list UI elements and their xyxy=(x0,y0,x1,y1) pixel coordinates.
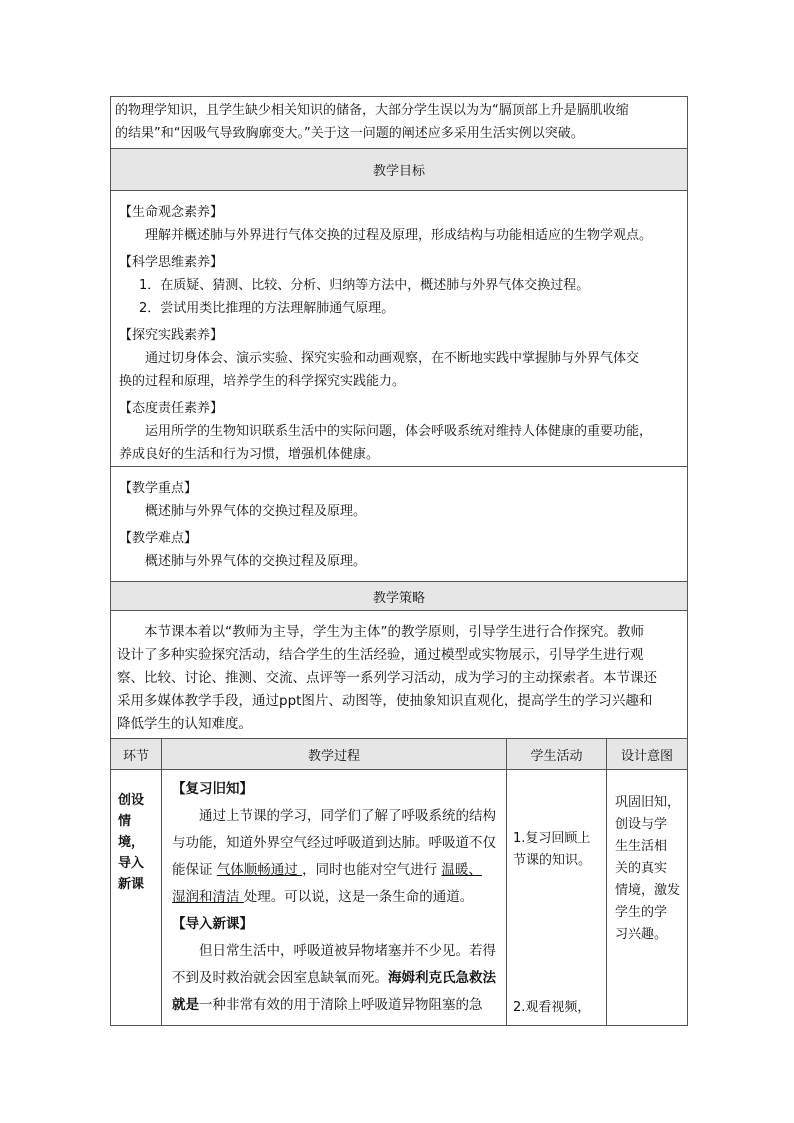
objectives-header: 教学目标 xyxy=(111,149,688,191)
process-cell xyxy=(162,770,507,1026)
keypoints-cell xyxy=(111,467,688,582)
process-line xyxy=(172,884,502,911)
activity-text: 节课的知识。 xyxy=(513,853,592,868)
intent-cell xyxy=(607,770,688,1026)
activity-text: 1.复习回顾上 xyxy=(513,831,591,846)
section-text: 通过切身体会、演示实验、探究实验和动画观察，在不断地实践中掌握肺与外界气体交 xyxy=(145,351,640,366)
process-line: 但日常生活中，呼吸道被异物堵塞并不少见。若得 xyxy=(199,943,496,959)
section-text: 概述肺与外界气体的交换过程及原理。 xyxy=(145,504,367,519)
intent-text: 巩固旧知， xyxy=(615,795,681,810)
column-header-process: 教学过程 xyxy=(162,739,507,770)
list-item: 2．尝试用类比推理的方法理解肺通气原理。 xyxy=(139,301,395,316)
section-text: 概述肺与外界气体的交换过程及原理。 xyxy=(145,554,367,569)
section-title: 【探究实践素养】 xyxy=(119,328,224,343)
process-text: 处理。可以说，这是一条生命的通道。 xyxy=(243,889,474,905)
activity-cell xyxy=(507,770,607,1026)
section-title: 【教学难点】 xyxy=(119,531,198,546)
process-text: 能保证 xyxy=(172,862,217,878)
blank-answer: 温暖、 xyxy=(441,862,482,878)
activity-text: 2.观看视频， xyxy=(513,1000,591,1015)
intro-line: 的结果”和“因吸气导致胸廓变大。”关于这一问题的阐述应多采用生活实例以突破。 xyxy=(115,126,584,141)
intent-text: 情境，激发 xyxy=(615,883,681,898)
intent-text: 学生的学 xyxy=(615,905,668,920)
section-text: 理解并概述肺与外界进行气体交换的过程及原理，形成结构与功能相适应的生物学观点。 xyxy=(145,228,653,243)
intent-text: 关的真实 xyxy=(615,861,668,876)
process-text: 一种非常有效的用于清除上呼吸道异物阻塞的急 xyxy=(199,997,483,1013)
section-title: 【态度责任素养】 xyxy=(119,401,224,416)
lesson-plan-page xyxy=(110,96,687,1026)
stage-text: 导入 xyxy=(118,856,145,871)
emphasis-text: 海姆利克氏急救法 xyxy=(388,970,496,986)
process-line: 与功能，知道外界空气经过呼吸道到达肺。呼吸道不仅 xyxy=(172,835,496,851)
column-header-activity: 学生活动 xyxy=(507,739,607,770)
section-text: 换的过程和原理，培养学生的科学探究实践能力。 xyxy=(119,374,406,389)
stage-text: 新课 xyxy=(118,877,145,892)
intro-line: 的物理学知识，且学生缺少相关知识的储备，大部分学生误以为为“膈顶部上升是膈肌收缩 xyxy=(115,103,629,118)
process-text: ，同时也能对空气进行 xyxy=(302,862,442,878)
stage-text: 境， xyxy=(118,835,145,850)
strategy-line: 设计了多种实验探究活动，结合学生的生活经验，通过模型或实物展示，引导学生进行观 xyxy=(117,647,644,663)
strategy-cell xyxy=(111,611,688,739)
section-title: 【科学思维素养】 xyxy=(119,255,224,270)
intent-text: 生生活相 xyxy=(615,839,668,854)
blank-answer: 湿润和清洁 xyxy=(172,889,244,905)
stage-text: 创设 xyxy=(118,793,145,808)
process-line: 通过上节课的学习，同学们了解了呼吸系统的结构 xyxy=(199,808,496,824)
column-header-intent: 设计意图 xyxy=(607,739,688,770)
column-header-stage: 环节 xyxy=(111,739,162,770)
strategy-line: 本节课本着以“教师为主导，学生为主体”的教学原则，引导学生进行合作探究。教师 xyxy=(144,624,644,640)
process-line xyxy=(172,965,502,992)
strategy-line: 采用多媒体教学手段，通过ppt图片、动图等，使抽象知识直观化，提高学生的学习兴趣和 xyxy=(117,693,653,709)
stage-text: 情 xyxy=(118,814,132,829)
section-title: 【导入新课】 xyxy=(172,916,253,932)
lesson-plan-table xyxy=(110,96,688,1026)
objectives-cell xyxy=(111,191,688,467)
process-line xyxy=(172,992,502,1019)
section-title: 【复习旧知】 xyxy=(172,781,253,797)
intent-text: 习兴趣。 xyxy=(615,927,668,942)
process-line xyxy=(172,857,502,884)
blank-answer: 气体顺畅通过 xyxy=(216,862,303,878)
strategy-line: 察、比较、讨论、推测、交流、点评等一系列学习活动，成为学习的主动探索者。本节课还 xyxy=(117,670,657,686)
emphasis-text: 就是 xyxy=(172,997,199,1013)
strategy-line: 降低学生的认知难度。 xyxy=(117,716,252,732)
section-title: 【教学重点】 xyxy=(119,481,198,496)
process-text: 不到及时救治就会因室息缺氧而死。 xyxy=(172,970,388,986)
section-title: 【生命观念素养】 xyxy=(119,205,224,220)
intent-text: 创设与学 xyxy=(615,817,668,832)
strategy-header: 教学策略 xyxy=(111,582,688,611)
list-item: 1．在质疑、猜测、比较、分析、归纳等方法中，概述肺与外界气体交换过程。 xyxy=(139,278,590,293)
section-text: 运用所学的生物知识联系生活中的实际问题，体会呼吸系统对维持人体健康的重要功能， xyxy=(145,424,653,439)
stage-cell xyxy=(111,770,162,1026)
intro-cell xyxy=(111,97,688,149)
section-text: 养成良好的生活和行为习惯，增强机体健康。 xyxy=(119,447,380,462)
